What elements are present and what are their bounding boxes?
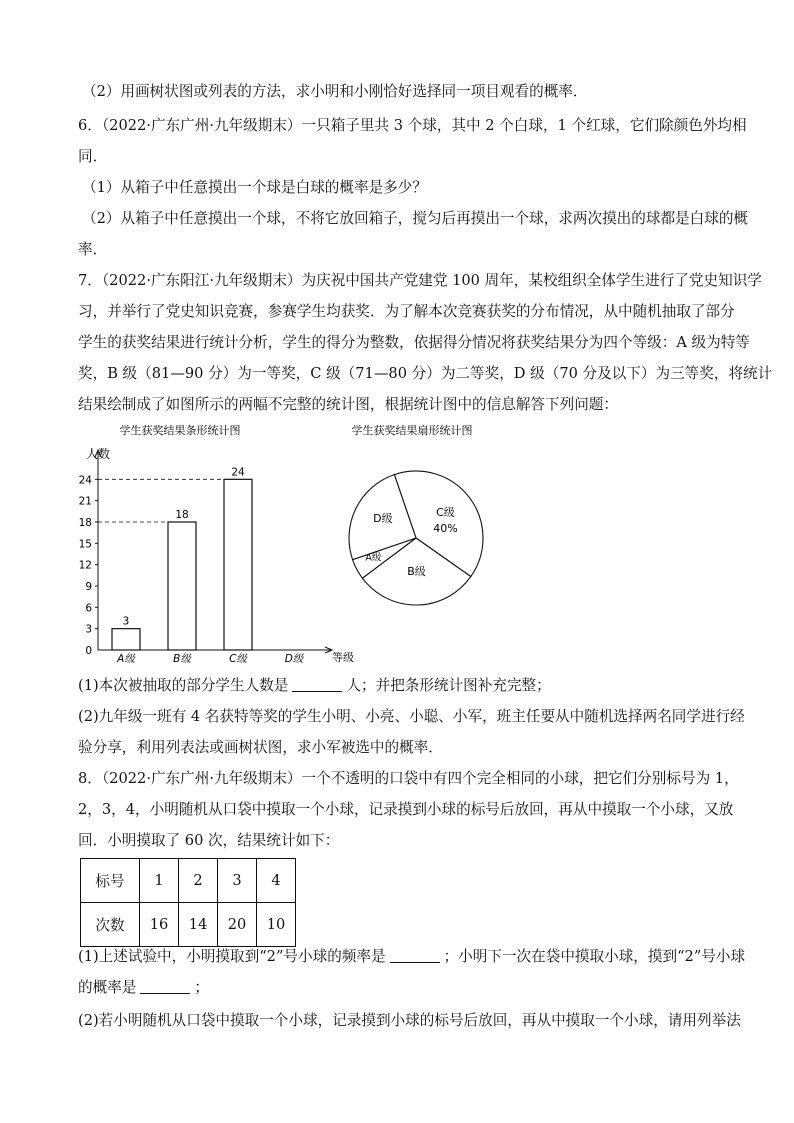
answer-blank[interactable] [140, 979, 190, 994]
table-cell: 3 [218, 859, 257, 903]
pie-slice-label: B级 [407, 564, 426, 578]
answer-blank[interactable] [292, 677, 342, 692]
table-cell: 2 [179, 859, 218, 903]
table-cell: 16 [140, 903, 179, 947]
q8-part1-cont [78, 978, 209, 998]
bar-value-label: 24 [231, 466, 245, 479]
results-table [80, 858, 296, 947]
x-tick-label: A级 [117, 653, 135, 665]
q8-part1-text-b: ；小明下一次在袋中摸取小球，摸到“2”号小球 [443, 948, 746, 965]
q8-part1-text-c: 的概率是 [78, 979, 137, 996]
table-cell: 1 [140, 859, 179, 903]
x-tick-label: B级 [173, 653, 191, 665]
pie-slice-label: C级 [436, 505, 455, 519]
x-tick-label: D级 [284, 653, 304, 665]
q8-stem: 8．（2022·广东广州·九年级期末）一个不透明的口袋中有四个完全相同的小球，把它们分别标号为 1， [78, 770, 739, 787]
q6-part2-cont: 率． [78, 241, 108, 258]
q6-part1: （1）从箱子中任意摸出一个球是白球的概率是多少？ [82, 179, 427, 196]
bar [224, 479, 252, 650]
q7-part2: (2)九年级一班有 4 名获特等奖的学生小明、小亮、小聪、小军，班主任要从中随机选择两名同学进行经 [78, 708, 745, 725]
table-cell: 4 [257, 859, 296, 903]
table-header-cell: 标号 [81, 859, 140, 903]
pie-slice-label: D级 [373, 511, 393, 525]
q7-part1 [78, 676, 551, 696]
table-cell: 14 [179, 903, 218, 947]
y-tick-label: 3 [85, 623, 92, 636]
y-tick-label: 9 [85, 581, 92, 593]
y-tick-label: 0 [85, 645, 92, 657]
q7-stem-2: 习，并举行了党史知识竞赛，参赛学生均获奖．为了解本次竞赛获奖的分布情况，从中随机抽取了部分 [78, 303, 735, 320]
pie-chart-title: 学生获奖结果扇形统计图 [351, 424, 473, 437]
q7-part2-cont: 验分享，利用列表法或画树状图，求小军被选中的概率． [78, 739, 443, 756]
q8-stem-3: 回．小明摸取了 60 次，结果统计如下： [78, 832, 340, 849]
q7-stem-5: 结果绘制成了如图所示的两幅不完整的统计图，根据统计图中的信息解答下列问题： [78, 396, 618, 413]
y-tick-label: 21 [78, 495, 92, 508]
y-tick-label: 15 [78, 538, 92, 551]
y-tick-label: 6 [85, 602, 92, 615]
y-tick-label: 18 [78, 517, 92, 529]
q5-part2: （2）用画树状图或列表的方法，求小明和小刚恰好选择同一项目观看的概率． [82, 83, 588, 100]
q8-part1-text-a: (1)上述试验中，小明摸取到“2”号小球的频率是 [78, 948, 386, 965]
q8-part1-text-d: ； [194, 979, 209, 996]
q7-stem-4: 奖，B 级（81—90 分）为一等奖，C 级（71—80 分）为二等奖，D 级（70 分及以下）为三等奖，将统计 [78, 365, 773, 382]
table-row [81, 859, 296, 903]
q6-stem: 6．（2022·广东广州·九年级期末）一只箱子里共 3 个球，其中 2 个白球，1 个红球，它们除颜色外均相 [78, 117, 747, 134]
x-axis-label: 等级 [332, 651, 354, 664]
y-tick-label: 24 [78, 474, 92, 487]
table-cell: 20 [218, 903, 257, 947]
pie-slice-percent: 40% [433, 521, 458, 535]
bar-chart-title: 学生获奖结果条形统计图 [119, 424, 241, 437]
q6-stem-cont: 同． [78, 148, 108, 165]
answer-blank[interactable] [390, 948, 440, 963]
bar-value-label: 18 [175, 509, 189, 521]
q7-stem-3: 学生的获奖结果进行统计分析，学生的得分为整数，依据得分情况将获奖结果分为四个等级：A 级为特等 [78, 334, 750, 351]
q8-stem-2: 2，3，4，小明随机从口袋中摸取一个小球，记录摸到小球的标号后放回，再从中摸取一个小球，又放 [78, 801, 734, 818]
table-row [81, 903, 296, 947]
bar-value-label: 3 [122, 615, 130, 628]
q6-part2: （2）从箱子中任意摸出一个球，不将它放回箱子，搅匀后再摸出一个球，求两次摸出的球都是白球的概 [82, 210, 749, 227]
q7-part1-text-b: 人；并把条形统计图补充完整； [346, 677, 551, 694]
q8-part1 [78, 947, 745, 967]
q7-stem: 7．（2022·广东阳江·九年级期末）为庆祝中国共产党建党 100 周年，某校组织全体学生进行了党史知识学 [78, 272, 762, 289]
q7-part1-text-a: (1)本次被抽取的部分学生人数是 [78, 677, 289, 694]
y-axis-label: 人数 [86, 447, 111, 461]
pie-slice-label: A级 [365, 552, 382, 564]
pie-chart [330, 418, 530, 628]
table-header-cell: 次数 [81, 903, 140, 947]
x-tick-label: C级 [229, 653, 247, 665]
bar-chart [70, 418, 370, 670]
q8-part2: (2)若小明随机从口袋中摸取一个小球，记录摸到小球的标号后放回，再从中摸取一个小球，请用列举法 [78, 1012, 741, 1029]
y-tick-label: 12 [78, 559, 92, 572]
table-cell: 10 [257, 903, 296, 947]
bar [168, 522, 196, 650]
bar [112, 629, 140, 650]
